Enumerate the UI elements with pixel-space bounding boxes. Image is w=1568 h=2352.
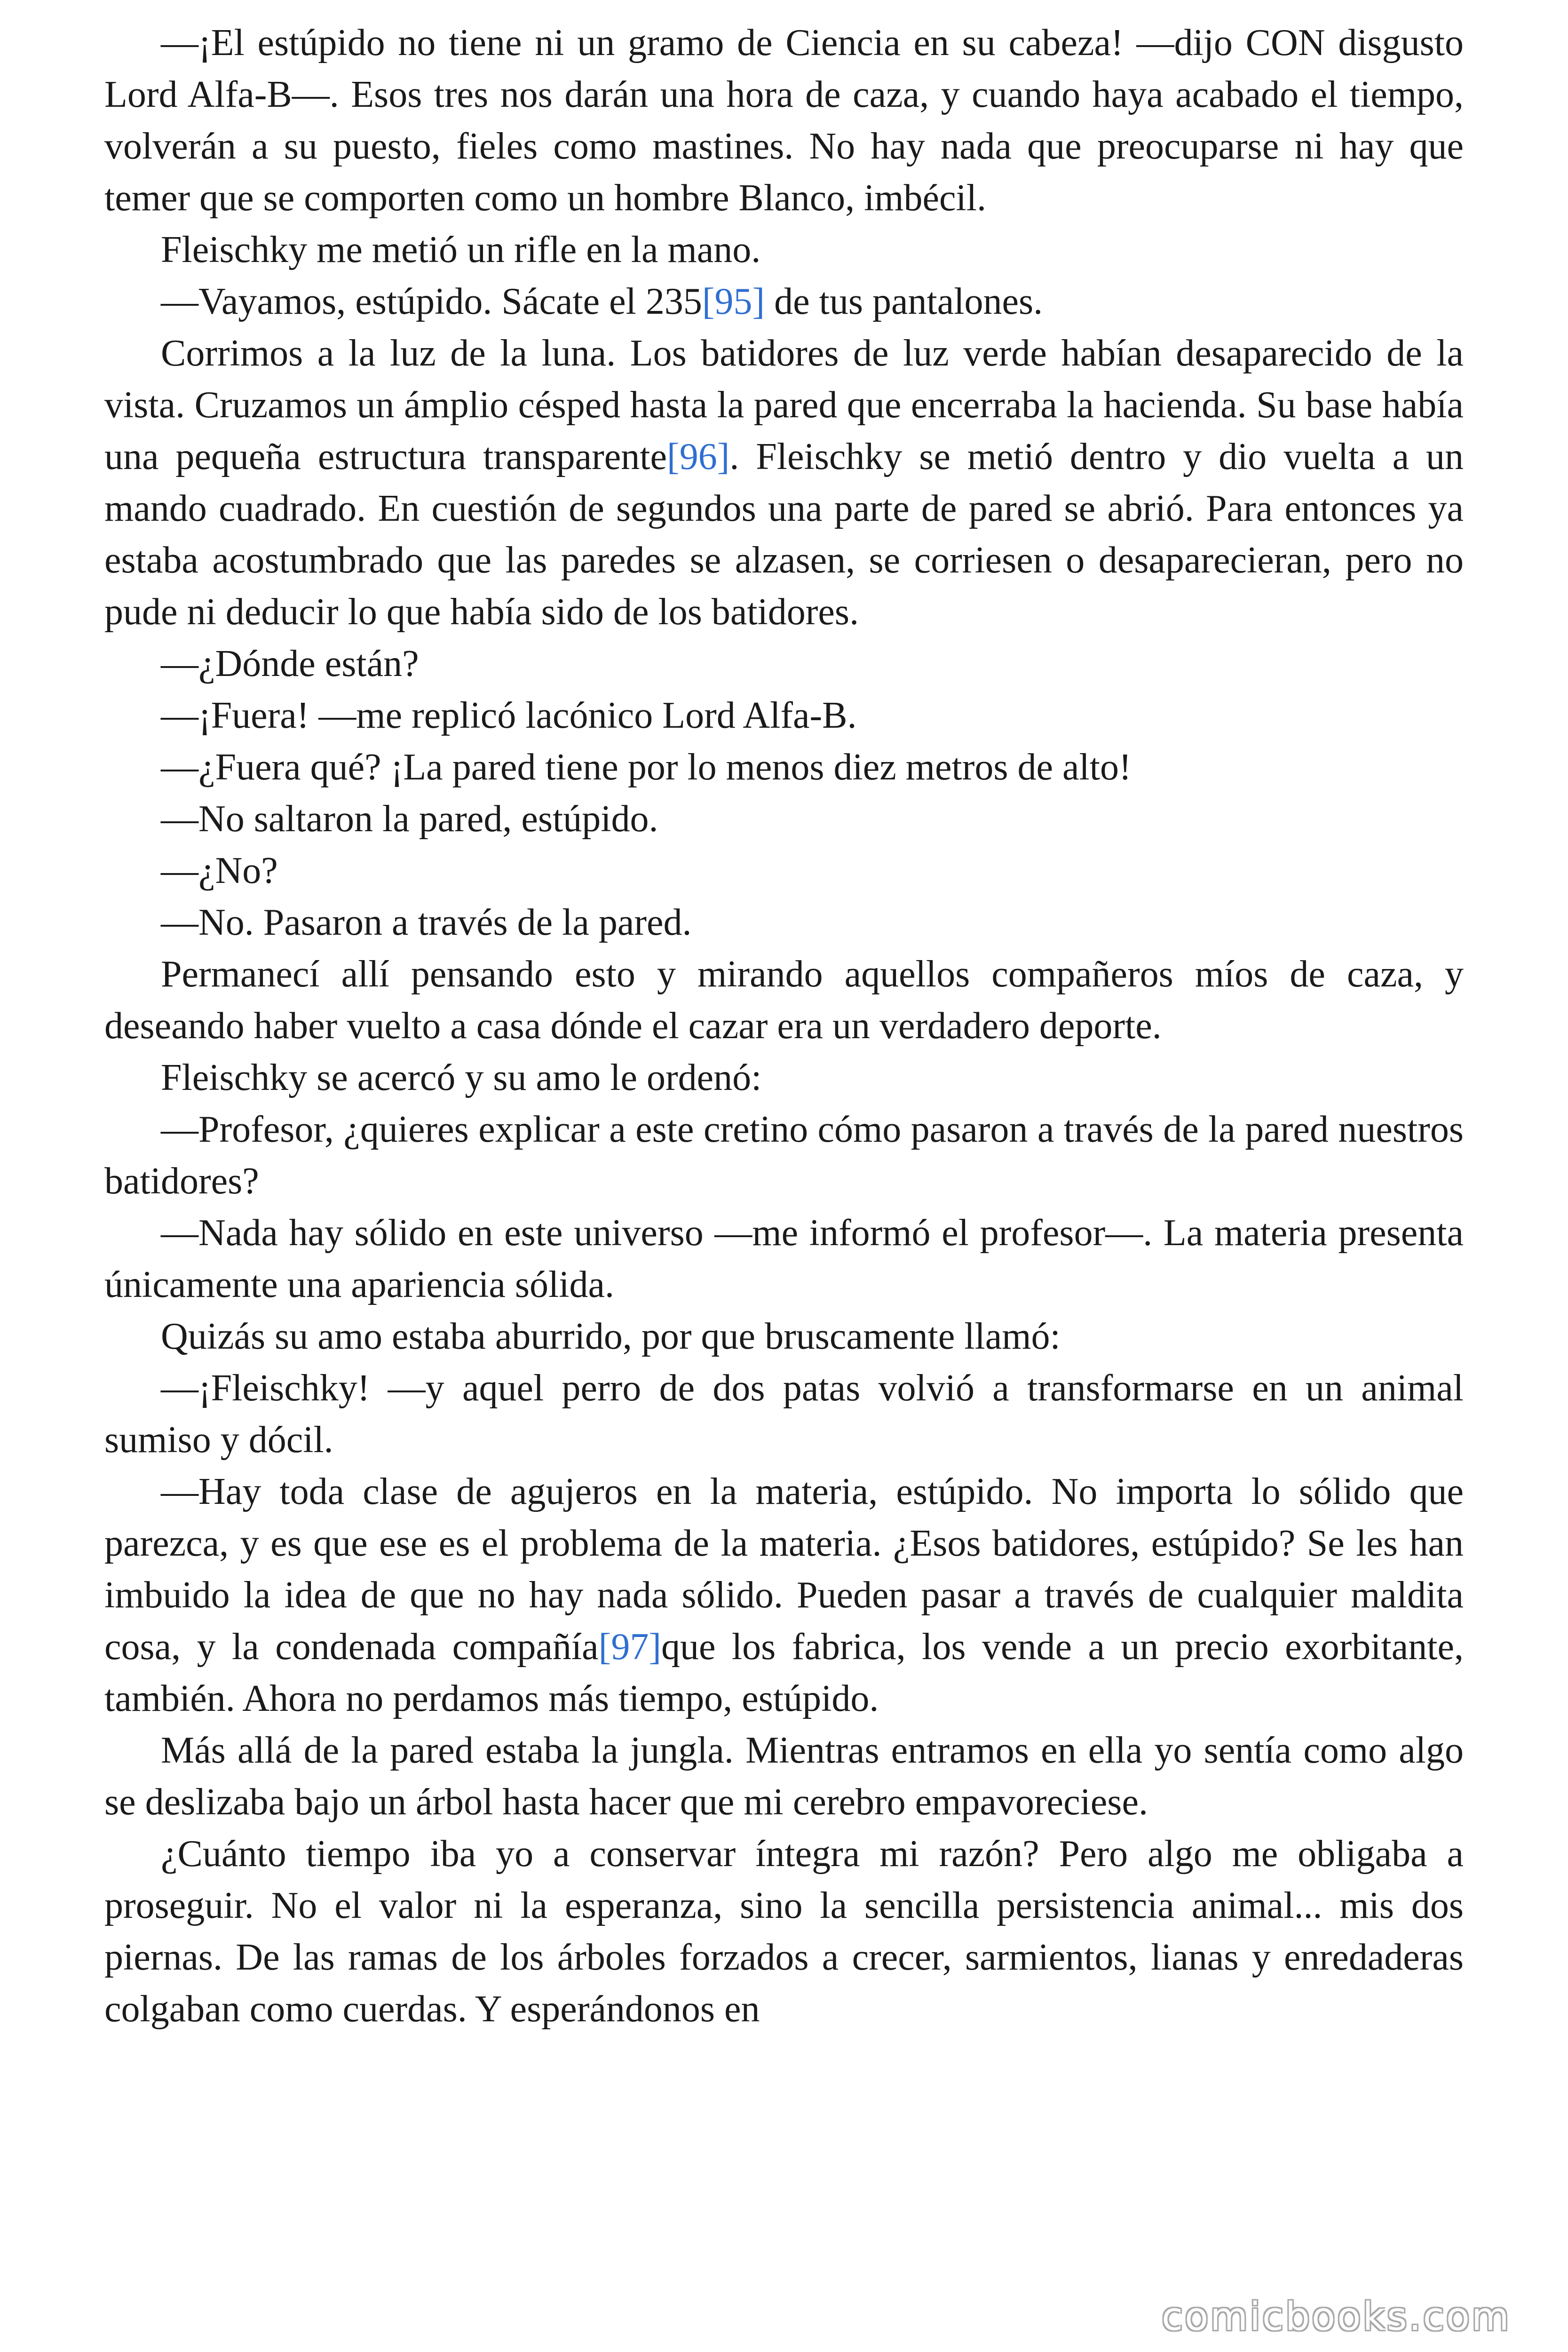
watermark-logo: comicbooks.com xyxy=(1162,2295,1511,2339)
paragraph-3-text: —Vayamos, estúpido. Sácate el 235 xyxy=(161,281,702,322)
paragraph-2: Fleischky me metió un rifle en la mano. xyxy=(161,229,761,270)
book-page-text xyxy=(104,17,1464,2035)
paragraph-16: —¡Fleischky! —y aquel perro de dos patas volvió a transformarse en un animal sumiso y dócil. xyxy=(104,1367,1464,1461)
footnote-link-95[interactable]: [95] xyxy=(702,281,765,322)
paragraph-13: —Profesor, ¿quieres explicar a este cretino cómo pasaron a través de la pared nuestros batidores? xyxy=(104,1109,1464,1202)
paragraph-19: ¿Cuánto tiempo iba yo a conservar íntegra mi razón? Pero algo me obligaba a proseguir. No el valor ni la esperanza, sino la sencilla persistencia animal... mis dos piernas. De las ramas de los árboles forzados a crecer, sarmientos, lianas y enredaderas colgaban como cuerdas. Y esperándonos en xyxy=(104,1833,1464,2030)
paragraph-10: —No. Pasaron a través de la pared. xyxy=(161,902,692,943)
paragraph-11: Permanecí allí pensando esto y mirando aquellos compañeros míos de caza, y deseando haber vuelto a casa dónde el cazar era un verdadero deporte. xyxy=(104,954,1464,1047)
paragraph-14: —Nada hay sólido en este universo —me informó el profesor—. La materia presenta únicamente una apariencia sólida. xyxy=(104,1212,1464,1305)
paragraph-4-text: Corrimos a la luz de la luna. Los batidores de luz verde habían desaparecido de la vista. Cruzamos un ámplio césped hasta la pared que encerraba la hacienda. Su base había una pequeña estructura transparente xyxy=(104,333,1464,477)
paragraph-15: Quizás su amo estaba aburrido, por que bruscamente llamó: xyxy=(161,1316,1061,1357)
paragraph-9: —¿No? xyxy=(161,850,278,891)
paragraph-7: —¿Fuera qué? ¡La pared tiene por lo menos diez metros de alto! xyxy=(161,747,1132,788)
paragraph-1: —¡El estúpido no tiene ni un gramo de Ciencia en su cabeza! —dijo CON disgusto Lord Alfa-B—. Esos tres nos darán una hora de caza, y cuando haya acabado el tiempo, volverán a su puesto, fieles como mastines. No hay nada que preocuparse ni hay que temer que se comporten como un hombre Blanco, imbécil. xyxy=(104,22,1464,219)
paragraph-12: Fleischky se acercó y su amo le ordenó: xyxy=(161,1057,762,1098)
paragraph-17 xyxy=(104,1466,1464,1724)
paragraph-17-text: —Hay toda clase de agujeros en la materia, estúpido. No importa lo sólido que parezca, y es que ese es el problema de la materia. ¿Esos batidores, estúpido? Se les han imbuido la idea de que no hay nada sólido. Pueden pasar a través de cualquier maldita cosa, y la condenada compañía xyxy=(104,1471,1464,1668)
paragraph-4 xyxy=(104,327,1464,638)
paragraph-18: Más allá de la pared estaba la jungla. Mientras entramos en ella yo sentía como algo se deslizaba bajo un árbol hasta hacer que mi cerebro empavoreciese. xyxy=(104,1730,1464,1823)
paragraph-6: —¡Fuera! —me replicó lacónico Lord Alfa-B. xyxy=(161,695,857,736)
paragraph-17-text-after: que los fabrica, los vende a un precio exorbitante, también. Ahora no perdamos más tiempo, estúpido. xyxy=(104,1626,1464,1719)
footnote-link-97[interactable]: [97] xyxy=(598,1626,661,1668)
paragraph-5: —¿Dónde están? xyxy=(161,643,419,684)
footnote-link-96[interactable]: [96] xyxy=(667,436,730,477)
paragraph-3 xyxy=(104,276,1464,327)
paragraph-3-text-after: de tus pantalones. xyxy=(765,281,1043,322)
paragraph-4-text-after: . Fleischky se metió dentro y dio vuelta a un mando cuadrado. En cuestión de segundos una parte de pared se abrió. Para entonces ya estaba acostumbrado que las paredes se alzasen, se corriesen o desaparecieran, pero no pude ni deducir lo que había sido de los batidores. xyxy=(104,436,1464,633)
paragraph-8: —No saltaron la pared, estúpido. xyxy=(161,798,658,840)
